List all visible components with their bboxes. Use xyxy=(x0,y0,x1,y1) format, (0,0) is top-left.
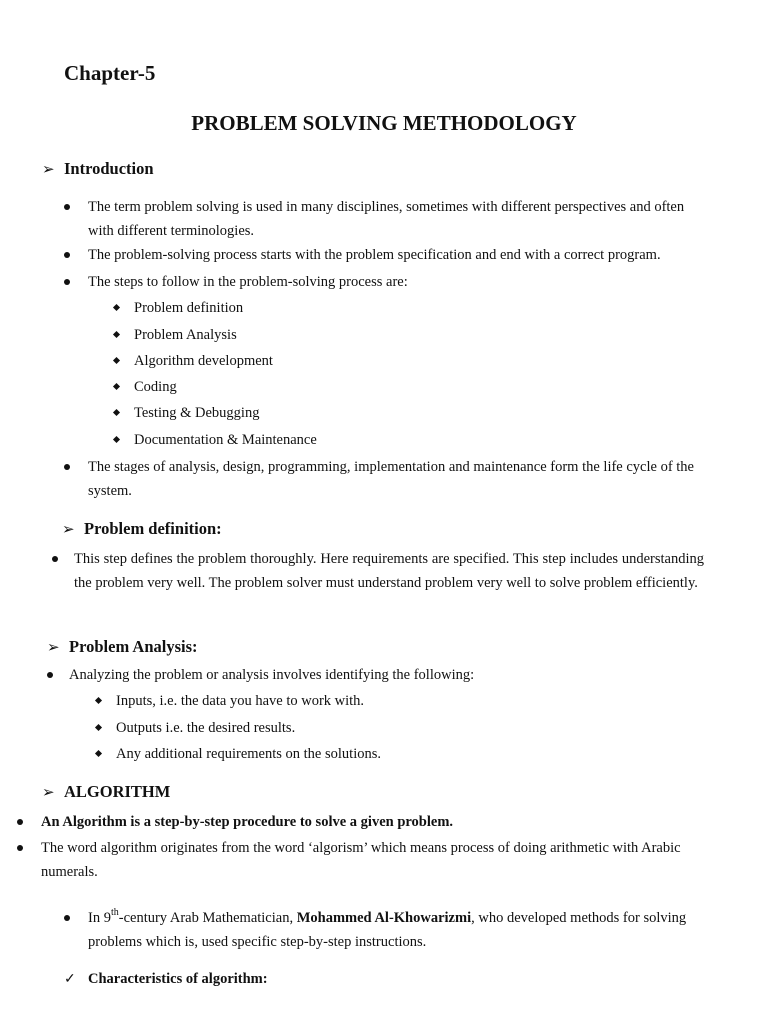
problem-definition-heading xyxy=(62,517,222,542)
checkmark-icon: ✓ xyxy=(64,972,76,987)
arrow-bullet-icon: ➢ xyxy=(42,162,55,178)
intro-bullet-4: The stages of analysis, design, programming, implementation and maintenance form the life cycle of the system. xyxy=(88,459,694,499)
history-text: In 9 xyxy=(88,910,111,926)
bullet-dot-icon xyxy=(47,672,53,678)
diamond-bullet-icon xyxy=(113,357,120,364)
problem-definition-bullet: This step defines the problem thoroughly. Here requirements are specified. This step includes understanding the problem very well. The problem solver must understand problem very well to solve problem efficiently. xyxy=(74,551,704,591)
intro-bullet-2: The problem-solving process starts with the problem specification and end with a correct program. xyxy=(88,247,661,263)
history-superscript: th xyxy=(110,907,119,918)
bullet-dot-icon xyxy=(64,204,70,210)
history-text: -century Arab Mathematician, xyxy=(118,910,297,926)
arrow-bullet-icon: ➢ xyxy=(47,640,60,656)
characteristics-heading xyxy=(64,967,268,992)
introduction-heading-text: Introduction xyxy=(64,159,154,178)
algorithm-heading-text: ALGORITHM xyxy=(64,782,171,801)
problem-analysis-bullet: Analyzing the problem or analysis involves identifying the following: xyxy=(69,667,475,683)
page-title: PROBLEM SOLVING METHODOLOGY xyxy=(191,111,577,135)
step-item: Coding xyxy=(134,379,177,395)
bullet-dot-icon xyxy=(64,915,70,921)
diamond-bullet-icon xyxy=(113,304,120,311)
diamond-bullet-icon xyxy=(113,383,120,390)
step-item: Problem definition xyxy=(134,300,244,316)
diamond-bullet-icon xyxy=(113,409,120,416)
step-item: Problem Analysis xyxy=(134,327,237,343)
bullet-dot-icon xyxy=(17,845,23,851)
bullet-dot-icon xyxy=(52,556,58,562)
diamond-bullet-icon xyxy=(113,436,120,443)
problem-analysis-heading-text: Problem Analysis: xyxy=(69,637,198,656)
intro-bullet-3: The steps to follow in the problem-solving process are: xyxy=(88,274,408,290)
algorithm-heading xyxy=(42,780,170,805)
mathematician-name: Mohammed Al-Khowarizmi xyxy=(296,910,472,926)
diamond-bullet-icon xyxy=(95,724,102,731)
diamond-bullet-icon xyxy=(95,750,102,757)
problem-analysis-heading xyxy=(47,635,198,660)
arrow-bullet-icon: ➢ xyxy=(42,785,55,801)
bullet-dot-icon xyxy=(64,464,70,470)
arrow-bullet-icon: ➢ xyxy=(62,522,75,538)
algorithm-definition: An Algorithm is a step-by-step procedure to solve a given problem. xyxy=(41,814,454,830)
analysis-item: Any additional requirements on the solutions. xyxy=(116,746,381,762)
step-item: Documentation & Maintenance xyxy=(134,432,317,448)
step-item: Testing & Debugging xyxy=(134,405,260,421)
step-item: Algorithm development xyxy=(134,353,273,369)
diamond-bullet-icon xyxy=(95,697,102,704)
analysis-item: Outputs i.e. the desired results. xyxy=(116,720,296,736)
diamond-bullet-icon xyxy=(113,331,120,338)
bullet-dot-icon xyxy=(17,819,23,825)
introduction-heading xyxy=(42,157,154,182)
problem-definition-heading-text: Problem definition: xyxy=(84,519,222,538)
bullet-dot-icon xyxy=(64,252,70,258)
algorithm-history xyxy=(88,906,708,954)
bullet-dot-icon xyxy=(64,279,70,285)
analysis-item: Inputs, i.e. the data you have to work with. xyxy=(116,693,365,709)
chapter-label: Chapter-5 xyxy=(64,61,156,85)
history-text: , who developed methods for solving problems which is, used specific step-by-step instructions. xyxy=(88,910,687,950)
algorithm-origin: The word algorithm originates from the word ‘algorism’ which means process of doing arithmetic with Arabic numerals. xyxy=(41,840,681,880)
intro-bullet-1: The term problem solving is used in many disciplines, sometimes with different perspectives and often with different terminologies. xyxy=(88,199,685,239)
characteristics-heading-text: Characteristics of algorithm: xyxy=(88,971,268,987)
